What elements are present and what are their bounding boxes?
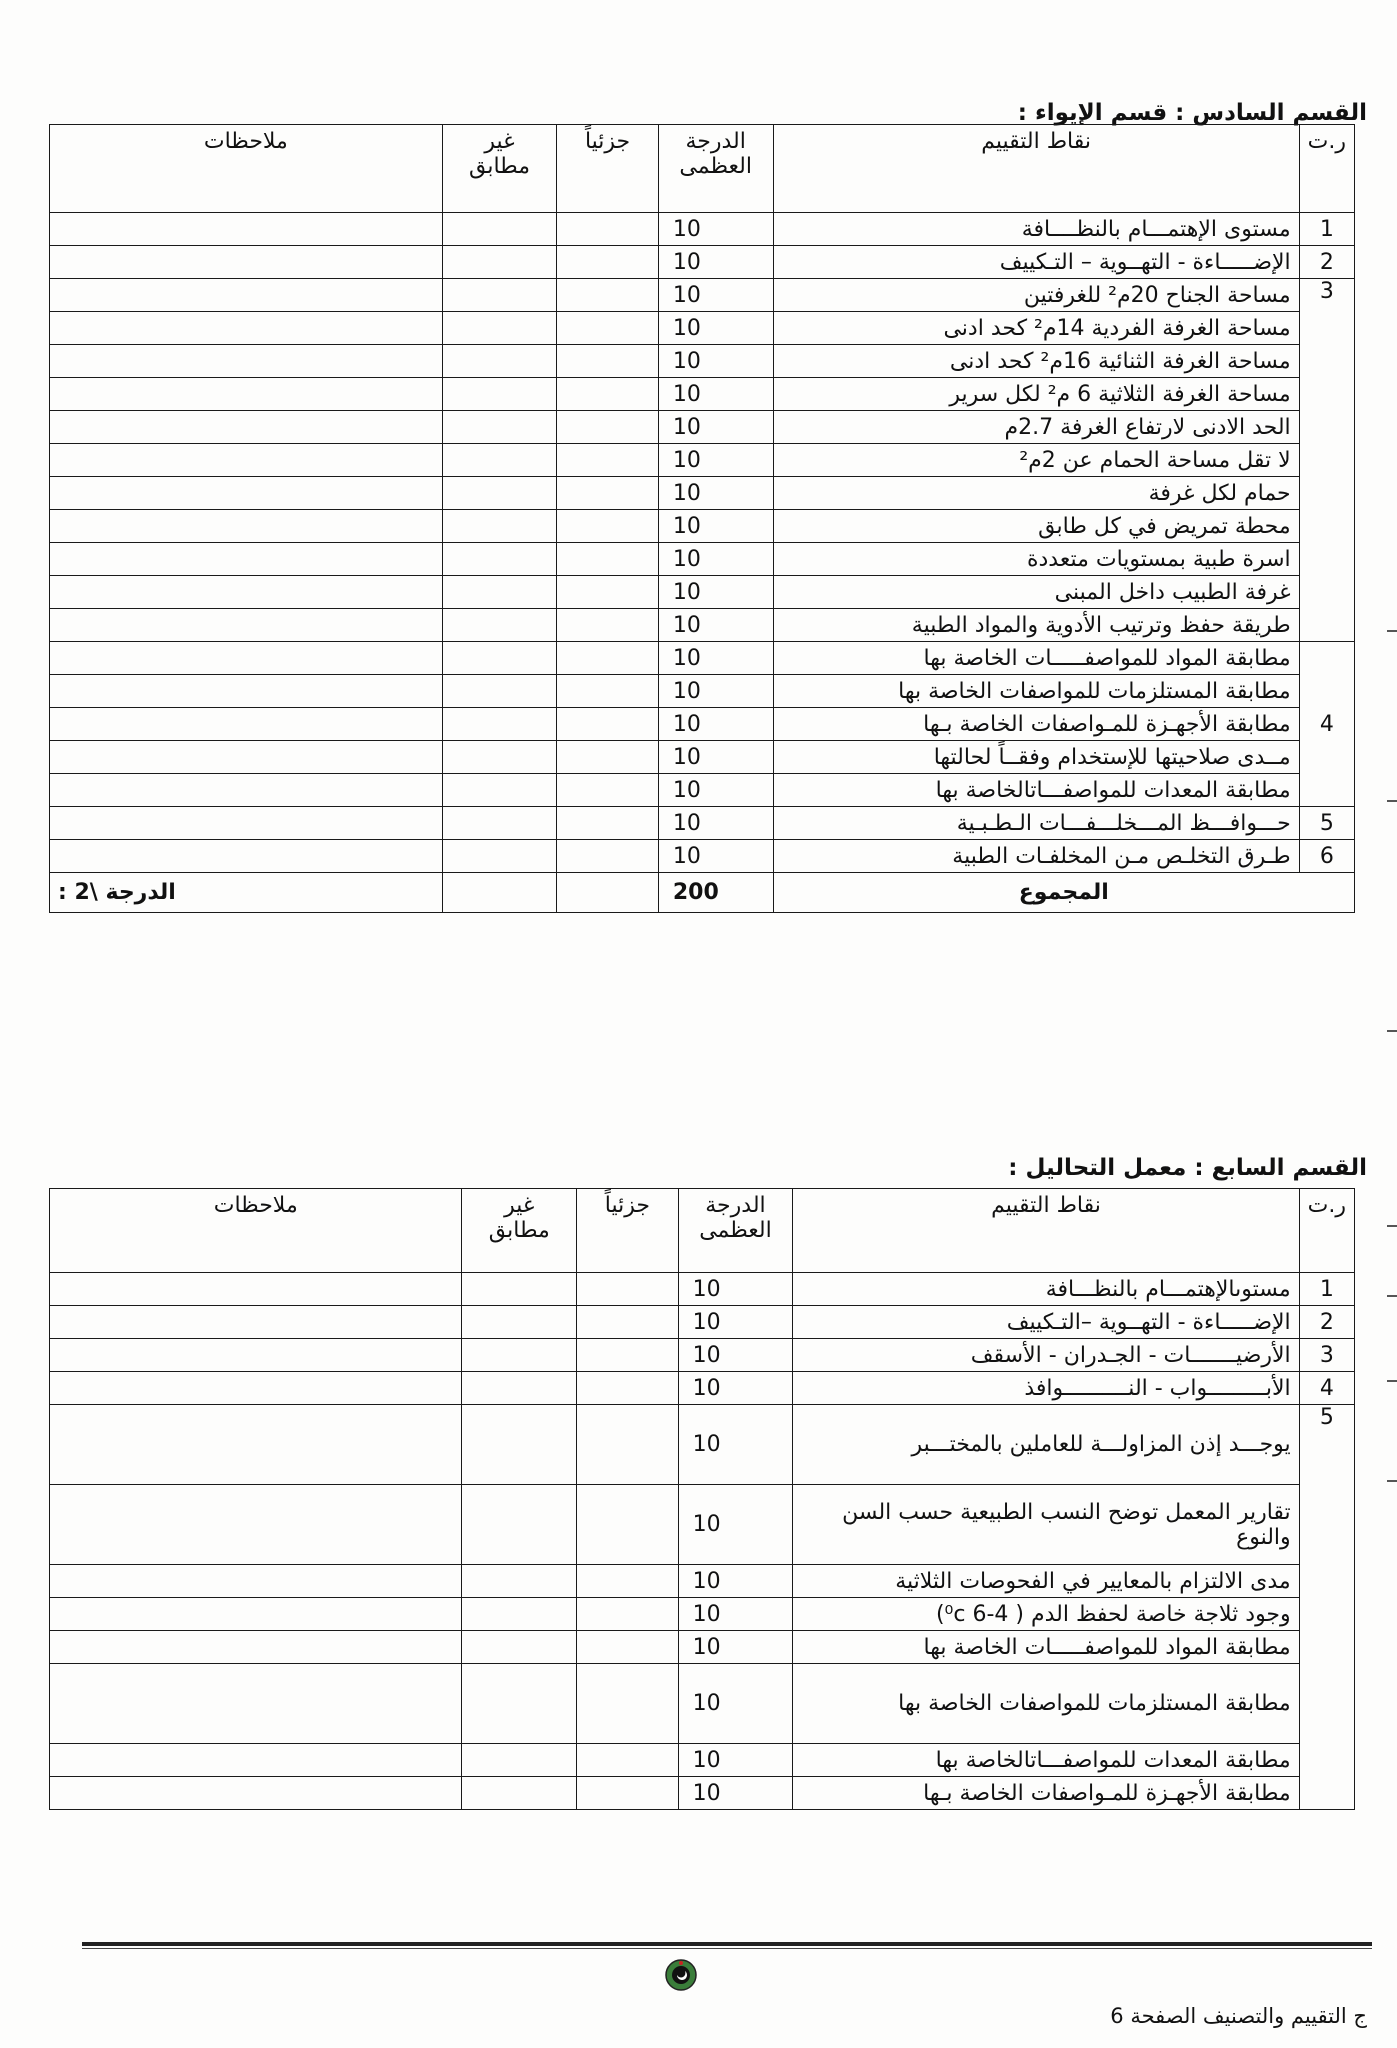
criteria-text: مطابقة المواد للمواصفـــــات الخاصة بها [773,642,1299,675]
notes-cell [50,1777,462,1810]
notes-cell [50,1631,462,1664]
table-row [50,312,1355,345]
edge-mark [1387,1225,1397,1227]
table-row [50,609,1355,642]
table-header-row [50,125,1355,213]
noncompliant-cell [442,213,557,246]
partial-cell [557,345,659,378]
table-row [50,1744,1355,1777]
table-row [50,1405,1355,1485]
criteria-text: مستوىالإهتمـــام بالنظـــافة [793,1273,1299,1306]
row-number: 4 [1299,1372,1354,1405]
footer-divider-thin [82,1948,1372,1949]
section6-table [49,124,1355,913]
notes-cell [50,378,443,411]
max-score: 10 [678,1744,793,1777]
noncompliant-cell [462,1339,577,1372]
noncompliant-cell [462,1565,577,1598]
table-row [50,444,1355,477]
row-number: 2 [1299,246,1354,279]
table-row [50,708,1355,741]
edge-mark [1387,630,1397,632]
partial-cell [557,642,659,675]
criteria-text: مساحة الجناح 20م² للغرفتين [773,279,1299,312]
noncompliant-cell [442,873,557,913]
header-num: ر.ت [1299,1189,1354,1273]
criteria-text: الأبـــــــــواب - النــــــــــوافذ [793,1372,1299,1405]
header-noncompliant: غير مطابق [462,1189,577,1273]
partial-cell [557,840,659,873]
notes-cell [50,1598,462,1631]
partial-cell [577,1339,679,1372]
noncompliant-cell [442,411,557,444]
partial-cell [557,576,659,609]
footer-page-label: ج التقييم والتصنيف الصفحة 6 [1110,2004,1367,2028]
partial-cell [577,1372,679,1405]
noncompliant-cell [462,1405,577,1485]
partial-cell [557,312,659,345]
header-max-score: الدرجة العظمى [658,125,773,213]
notes-cell [50,609,443,642]
max-score: 10 [678,1598,793,1631]
table-row [50,1273,1355,1306]
partial-cell [557,543,659,576]
table-row [50,1565,1355,1598]
criteria-text: مطابقة الأجهـزة للمـواصفات الخاصة بـها [793,1777,1299,1810]
noncompliant-cell [462,1306,577,1339]
noncompliant-cell [442,774,557,807]
noncompliant-cell [442,576,557,609]
criteria-text: مــدى صلاحيتها للإستخدام وفقــاً لحالتها [773,741,1299,774]
table-row [50,807,1355,840]
criteria-text: حـــوافـــظ المـــخلـــفـــات الـطـبـية [773,807,1299,840]
notes-cell [50,840,443,873]
criteria-text: مساحة الغرفة الثلاثية 6 م² لكل سرير [773,378,1299,411]
criteria-text: الحد الادنى لارتفاع الغرفة 2.7م [773,411,1299,444]
header-partial: جزئياً [577,1189,679,1273]
edge-mark [1387,1030,1397,1032]
max-score: 10 [678,1306,793,1339]
noncompliant-cell [442,840,557,873]
partial-cell [557,444,659,477]
noncompliant-cell [442,378,557,411]
notes-cell [50,345,443,378]
noncompliant-cell [442,312,557,345]
notes-cell [50,510,443,543]
table-row [50,378,1355,411]
partial-cell [577,1273,679,1306]
criteria-text: وجود ثلاجة خاصة لحفظ الدم ( 4-6 ⁰c) [793,1598,1299,1631]
max-score: 10 [658,345,773,378]
table-row [50,510,1355,543]
partial-cell [557,477,659,510]
criteria-text: يوجـــد إذن المزاولـــة للعاملين بالمختـــبر [793,1405,1299,1485]
partial-cell [557,510,659,543]
emblem-icon [664,1958,698,1992]
max-score: 10 [658,741,773,774]
row-number: 3 [1299,279,1354,642]
notes-cell [50,642,443,675]
row-number: 5 [1299,807,1354,840]
max-score: 10 [658,576,773,609]
partial-cell [577,1565,679,1598]
total-row [50,873,1355,913]
max-score: 10 [658,543,773,576]
partial-cell [557,774,659,807]
criteria-text: حمام لكل غرفة [773,477,1299,510]
notes-cell [50,675,443,708]
criteria-text: مساحة الغرفة الفردية 14م² كحد ادنى [773,312,1299,345]
table-row [50,345,1355,378]
table-row [50,576,1355,609]
row-number: 1 [1299,213,1354,246]
max-score: 10 [658,840,773,873]
section7-title: القسم السابع : معمل التحاليل : [1008,1155,1367,1181]
noncompliant-cell [442,741,557,774]
max-score: 10 [658,510,773,543]
table-row [50,840,1355,873]
max-score: 10 [658,675,773,708]
total-label: المجموع [773,873,1354,913]
max-score: 10 [678,1372,793,1405]
table-row [50,411,1355,444]
total-value: 200 [658,873,773,913]
table-row [50,213,1355,246]
noncompliant-cell [462,1598,577,1631]
notes-cell [50,576,443,609]
table-row [50,246,1355,279]
partial-cell [557,873,659,913]
max-score: 10 [658,378,773,411]
header-notes: ملاحظات [50,125,443,213]
criteria-text: الإضـــــاءة - التهــوية – التـكييف [773,246,1299,279]
max-score: 10 [658,279,773,312]
max-score: 10 [678,1339,793,1372]
criteria-text: مطابقة المستلزمات للمواصفات الخاصة بها [773,675,1299,708]
section7-table [49,1188,1355,1810]
max-score: 10 [658,477,773,510]
notes-cell [50,708,443,741]
header-criteria: نقاط التقييم [793,1189,1299,1273]
row-number: 2 [1299,1306,1354,1339]
notes-cell [50,444,443,477]
noncompliant-cell [442,444,557,477]
max-score: 10 [678,1273,793,1306]
table-row [50,543,1355,576]
row-number: 3 [1299,1339,1354,1372]
max-score: 10 [658,444,773,477]
partial-cell [557,279,659,312]
noncompliant-cell [442,642,557,675]
edge-mark [1387,1295,1397,1297]
criteria-text: مساحة الغرفة الثنائية 16م² كحد ادنى [773,345,1299,378]
notes-cell [50,807,443,840]
noncompliant-cell [442,246,557,279]
header-notes: ملاحظات [50,1189,462,1273]
criteria-text: غرفة الطبيب داخل المبنى [773,576,1299,609]
partial-cell [557,807,659,840]
noncompliant-cell [442,510,557,543]
noncompliant-cell [462,1273,577,1306]
table-row [50,1306,1355,1339]
criteria-text: طريقة حفظ وترتيب الأدوية والمواد الطبية [773,609,1299,642]
grade-label: الدرجة \2 : [50,873,443,913]
max-score: 10 [658,246,773,279]
row-number: 5 [1299,1405,1354,1810]
max-score: 10 [678,1405,793,1485]
table-row [50,1485,1355,1565]
partial-cell [557,708,659,741]
noncompliant-cell [462,1631,577,1664]
max-score: 10 [678,1777,793,1810]
header-partial: جزئياً [557,125,659,213]
section6-title: القسم السادس : قسم الإيواء : [1017,100,1367,126]
partial-cell [577,1306,679,1339]
criteria-text: الأرضيـــــــات - الجـدران - الأسقف [793,1339,1299,1372]
max-score: 10 [658,411,773,444]
criteria-text: اسرة طبية بمستويات متعددة [773,543,1299,576]
criteria-text: مطابقة المستلزمات للمواصفات الخاصة بها [793,1664,1299,1744]
row-number: 1 [1299,1273,1354,1306]
max-score: 10 [658,312,773,345]
partial-cell [577,1777,679,1810]
notes-cell [50,312,443,345]
partial-cell [577,1485,679,1565]
partial-cell [557,675,659,708]
partial-cell [557,213,659,246]
criteria-text: تقارير المعمل توضح النسب الطبيعية حسب السن والنوع [793,1485,1299,1565]
row-number: 6 [1299,840,1354,873]
table-row [50,741,1355,774]
notes-cell [50,543,443,576]
notes-cell [50,213,443,246]
max-score: 10 [658,213,773,246]
criteria-text: طـرق التخلـص مـن المخلفـات الطبية [773,840,1299,873]
notes-cell [50,1405,462,1485]
noncompliant-cell [442,708,557,741]
notes-cell [50,1273,462,1306]
partial-cell [557,741,659,774]
max-score: 10 [658,609,773,642]
partial-cell [577,1598,679,1631]
edge-mark [1387,1380,1397,1382]
notes-cell [50,1372,462,1405]
table-row [50,477,1355,510]
criteria-text: الإضـــــاءة - التهــوية –التـكييف [793,1306,1299,1339]
notes-cell [50,279,443,312]
notes-cell [50,741,443,774]
table-row [50,675,1355,708]
criteria-text: مطابقة المعدات للمواصفـــاتالخاصة بها [773,774,1299,807]
noncompliant-cell [442,477,557,510]
header-num: ر.ت [1299,125,1354,213]
notes-cell [50,1664,462,1744]
noncompliant-cell [462,1664,577,1744]
notes-cell [50,477,443,510]
criteria-text: مستوى الإهتمـــام بالنظــــافة [773,213,1299,246]
partial-cell [557,609,659,642]
notes-cell [50,774,443,807]
max-score: 10 [658,642,773,675]
table-row [50,774,1355,807]
table-row [50,1598,1355,1631]
notes-cell [50,1744,462,1777]
table-row [50,1777,1355,1810]
max-score: 10 [678,1664,793,1744]
noncompliant-cell [442,279,557,312]
table-header-row [50,1189,1355,1273]
edge-mark [1387,1480,1397,1482]
noncompliant-cell [442,345,557,378]
max-score: 10 [658,774,773,807]
max-score: 10 [658,807,773,840]
row-number: 4 [1299,642,1354,807]
table-row [50,1631,1355,1664]
criteria-text: محطة تمريض في كل طابق [773,510,1299,543]
table-row [50,279,1355,312]
criteria-text: مطابقة الأجهـزة للمـواصفات الخاصة بـها [773,708,1299,741]
partial-cell [557,411,659,444]
noncompliant-cell [442,807,557,840]
noncompliant-cell [442,675,557,708]
partial-cell [577,1664,679,1744]
table-row [50,1664,1355,1744]
notes-cell [50,1306,462,1339]
partial-cell [577,1744,679,1777]
criteria-text: مدى الالتزام بالمعايير في الفحوصات الثلاثية [793,1565,1299,1598]
noncompliant-cell [442,609,557,642]
max-score: 10 [678,1485,793,1565]
notes-cell [50,1339,462,1372]
max-score: 10 [658,708,773,741]
max-score: 10 [678,1631,793,1664]
max-score: 10 [678,1565,793,1598]
notes-cell [50,246,443,279]
edge-mark [1387,800,1397,802]
table-row [50,1372,1355,1405]
header-criteria: نقاط التقييم [773,125,1299,213]
partial-cell [577,1631,679,1664]
noncompliant-cell [442,543,557,576]
header-max-score: الدرجة العظمى [678,1189,793,1273]
partial-cell [557,378,659,411]
noncompliant-cell [462,1744,577,1777]
criteria-text: مطابقة المعدات للمواصفـــاتالخاصة بها [793,1744,1299,1777]
notes-cell [50,1485,462,1565]
notes-cell [50,411,443,444]
footer-divider [82,1942,1372,1946]
partial-cell [577,1405,679,1485]
noncompliant-cell [462,1777,577,1810]
criteria-text: لا تقل مساحة الحمام عن 2م² [773,444,1299,477]
table-row [50,1339,1355,1372]
notes-cell [50,1565,462,1598]
criteria-text: مطابقة المواد للمواصفـــــات الخاصة بها [793,1631,1299,1664]
noncompliant-cell [462,1485,577,1565]
header-noncompliant: غير مطابق [442,125,557,213]
partial-cell [557,246,659,279]
noncompliant-cell [462,1372,577,1405]
table-row [50,642,1355,675]
